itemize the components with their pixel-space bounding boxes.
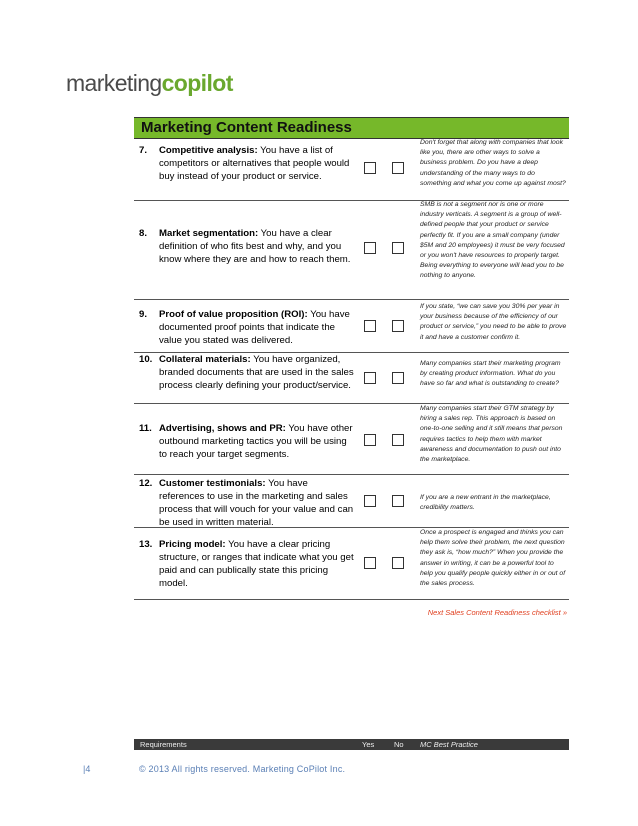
requirement-text	[159, 308, 355, 347]
requirement-title: Collateral materials:	[159, 354, 251, 365]
row-number: 12.	[139, 478, 153, 489]
requirement-text	[159, 353, 355, 392]
no-checkbox[interactable]	[392, 162, 404, 174]
requirement-body: You have a list of competitors or alternatives that people would buy instead of your product or service.	[159, 145, 350, 182]
checklist-row	[134, 200, 569, 300]
no-checkbox[interactable]	[392, 557, 404, 569]
checklist-row	[134, 404, 569, 475]
requirement-title: Customer testimonials:	[159, 478, 266, 489]
best-practice-tip: Once a prospect is engaged and thinks you can help them solve their problem, the next question they ask is, “how much?” When you provide the answer in writing, it can be a powerful tool to help you qualify people quickly either in or out of the sales process.	[420, 529, 566, 588]
checklist-row	[134, 353, 569, 404]
yes-checkbox[interactable]	[364, 434, 376, 446]
requirement-text	[159, 422, 355, 461]
yes-checkbox[interactable]	[364, 242, 376, 254]
best-practice-tip: If you are a new entrant in the marketplace, credibility matters.	[420, 494, 551, 512]
logo-text-copilot: copilot	[161, 70, 233, 96]
requirement-text	[159, 538, 355, 590]
checklist-row	[134, 475, 569, 528]
section-title: Marketing Content Readiness	[141, 119, 352, 136]
row-number: 11.	[139, 423, 152, 434]
requirement-text	[159, 144, 355, 183]
requirement-body: You have organized, branded documents that are used in the sales process clearly defining your product/service.	[159, 354, 354, 391]
requirement-text	[159, 227, 355, 266]
page-number: |4	[83, 764, 91, 774]
requirement-body: You have other outbound marketing tactics you will be using to reach your target segments.	[159, 423, 353, 460]
column-legend-bar	[134, 739, 569, 750]
no-checkbox[interactable]	[392, 372, 404, 384]
copyright-text: © 2013 All rights reserved. Marketing CoPilot Inc.	[139, 764, 346, 774]
row-number: 10.	[139, 354, 153, 365]
requirement-body: You have references to use in the marketing and sales process that will vouch for your value and can be used in written material.	[159, 478, 354, 528]
checklist-row	[134, 528, 569, 600]
best-practice-tip: SMB is not a segment nor is one or more industry verticals. A segment is a group of well-defined people that your product or service perfectly fit. If you are a small company (under $5M and 20 employees) it must be very focused or you won't have resources to properly target. Being everything to everyone will lead you to be nothing to anyone.	[420, 201, 565, 280]
requirement-body: You have documented proof points that indicate the value you stated was delivered.	[159, 309, 350, 346]
legend-no: No	[394, 740, 404, 749]
requirement-title: Proof of value proposition (ROI):	[159, 309, 308, 320]
requirement-title: Advertising, shows and PR:	[159, 423, 286, 434]
row-number: 9.	[139, 309, 148, 320]
row-number: 13.	[139, 539, 153, 550]
requirement-body: You have a clear definition of who fits best and why, and you know where they are and how to reach them.	[159, 228, 351, 265]
company-logo	[66, 70, 233, 97]
next-checklist-link[interactable]: Next Sales Content Readiness checklist »	[427, 608, 567, 617]
legend-requirements: Requirements	[140, 740, 187, 749]
yes-checkbox[interactable]	[364, 557, 376, 569]
requirement-text	[159, 477, 355, 529]
best-practice-tip: If you state, “we can save you 30% per year in your business because of the efficiency of our product or service,” you need to be able to prove it and have a customer confirm it.	[420, 303, 567, 341]
yes-checkbox[interactable]	[364, 495, 376, 507]
section-header	[134, 117, 569, 139]
row-number: 8.	[139, 228, 148, 239]
row-number: 7.	[139, 145, 148, 156]
no-checkbox[interactable]	[392, 320, 404, 332]
checklist-row	[134, 300, 569, 353]
best-practice-tip: Many companies start their marketing program by creating product information. What do you have so far and what is outstanding to create?	[420, 360, 561, 388]
yes-checkbox[interactable]	[364, 372, 376, 384]
best-practice-tip: Many companies start their GTM strategy by hiring a sales rep. This approach is based on one-to-one selling and it still means that person requires tactics to help them with market awareness and documentation to push out into the marketplace.	[420, 405, 563, 464]
no-checkbox[interactable]	[392, 242, 404, 254]
legend-best-practice: MC Best Practice	[420, 740, 478, 749]
yes-checkbox[interactable]	[364, 162, 376, 174]
best-practice-tip: Don't forget that along with companies that look like you, there are other ways to solve a business problem. Do you have a deep understanding of the many ways to do something and what you come up against most?	[420, 139, 566, 187]
legend-yes: Yes	[362, 740, 375, 749]
logo-text-marketing: marketing	[66, 70, 162, 96]
no-checkbox[interactable]	[392, 495, 404, 507]
requirement-title: Competitive analysis:	[159, 145, 258, 156]
requirement-title: Pricing model:	[159, 539, 226, 550]
requirement-title: Market segmentation:	[159, 228, 259, 239]
checklist-row	[134, 138, 569, 201]
requirement-body: You have a clear pricing structure, or ranges that indicate what you get paid and can publically state this pricing model.	[159, 539, 354, 589]
yes-checkbox[interactable]	[364, 320, 376, 332]
no-checkbox[interactable]	[392, 434, 404, 446]
